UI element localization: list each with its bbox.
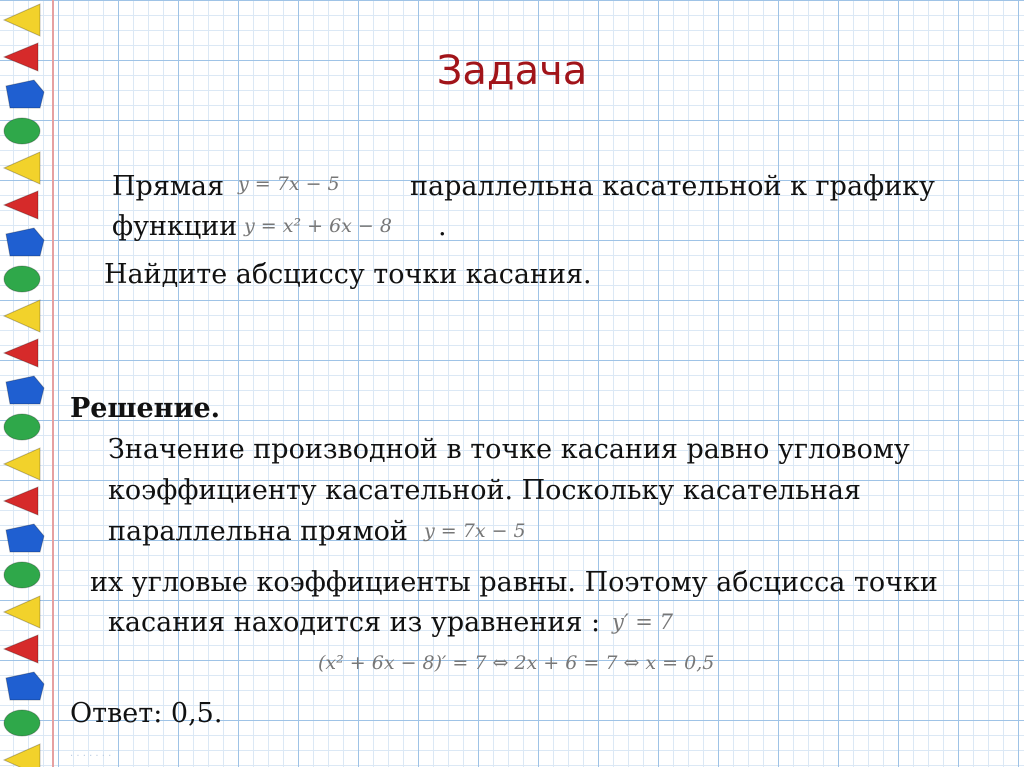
yellow-decor-shape (4, 152, 40, 184)
answer-label: Ответ: (70, 698, 163, 729)
yellow-decor-shape (4, 744, 40, 767)
green-decor-shape (4, 710, 40, 736)
red-decor-shape (4, 339, 38, 367)
problem-question: Найдите абсциссу точки касания. (104, 259, 592, 290)
solution-equation: (x² + 6x − 8)′ = 7 ⇔ 2x + 6 = 7 ⇔ x = 0,5 (318, 652, 715, 674)
blue-decor-shape (6, 376, 44, 404)
solution-line5-text: касания находится из уравнения : (108, 607, 601, 638)
solution-line3-text: параллельна прямой (108, 516, 408, 547)
page-title: Задача (436, 48, 588, 94)
solution-formula-derivative: y′ = 7 (612, 610, 673, 634)
solution-line2: коэффициенту касательной. Поскольку касательная (108, 475, 861, 506)
yellow-decor-shape (4, 448, 40, 480)
solution-heading: Решение. (70, 393, 221, 424)
green-decor-shape (4, 118, 40, 144)
blue-decor-shape (6, 672, 44, 700)
problem-line2-end: . (438, 211, 447, 242)
problem-formula-line: y = 7x − 5 (238, 173, 340, 195)
margin-line (52, 0, 54, 767)
solution-line1: Значение производной в точке касания равно угловому (108, 434, 910, 465)
green-decor-shape (4, 414, 40, 440)
red-decor-shape (4, 191, 38, 219)
problem-formula-function: y = x² + 6x − 8 (244, 215, 392, 237)
blue-decor-shape (6, 524, 44, 552)
solution-formula-line: y = 7x − 5 (424, 520, 526, 542)
yellow-decor-shape (4, 596, 40, 628)
red-decor-shape (4, 635, 38, 663)
answer-value: 0,5. (170, 698, 223, 729)
yellow-decor-shape (4, 4, 40, 36)
problem-line1-rest: параллельна касательной к графику (410, 171, 935, 202)
answer (70, 697, 222, 731)
blue-decor-shape (6, 228, 44, 256)
red-decor-shape (4, 487, 38, 515)
green-decor-shape (4, 266, 40, 292)
decorative-shapes-strip (0, 0, 50, 767)
solution-line4: их угловые коэффициенты равны. Поэтому абсцисса точки (90, 567, 938, 598)
watermark: · · · · · · · (70, 751, 112, 762)
green-decor-shape (4, 562, 40, 588)
problem-line1-text: Прямая (112, 171, 224, 202)
problem-line2-text: функции (112, 211, 238, 242)
yellow-decor-shape (4, 300, 40, 332)
